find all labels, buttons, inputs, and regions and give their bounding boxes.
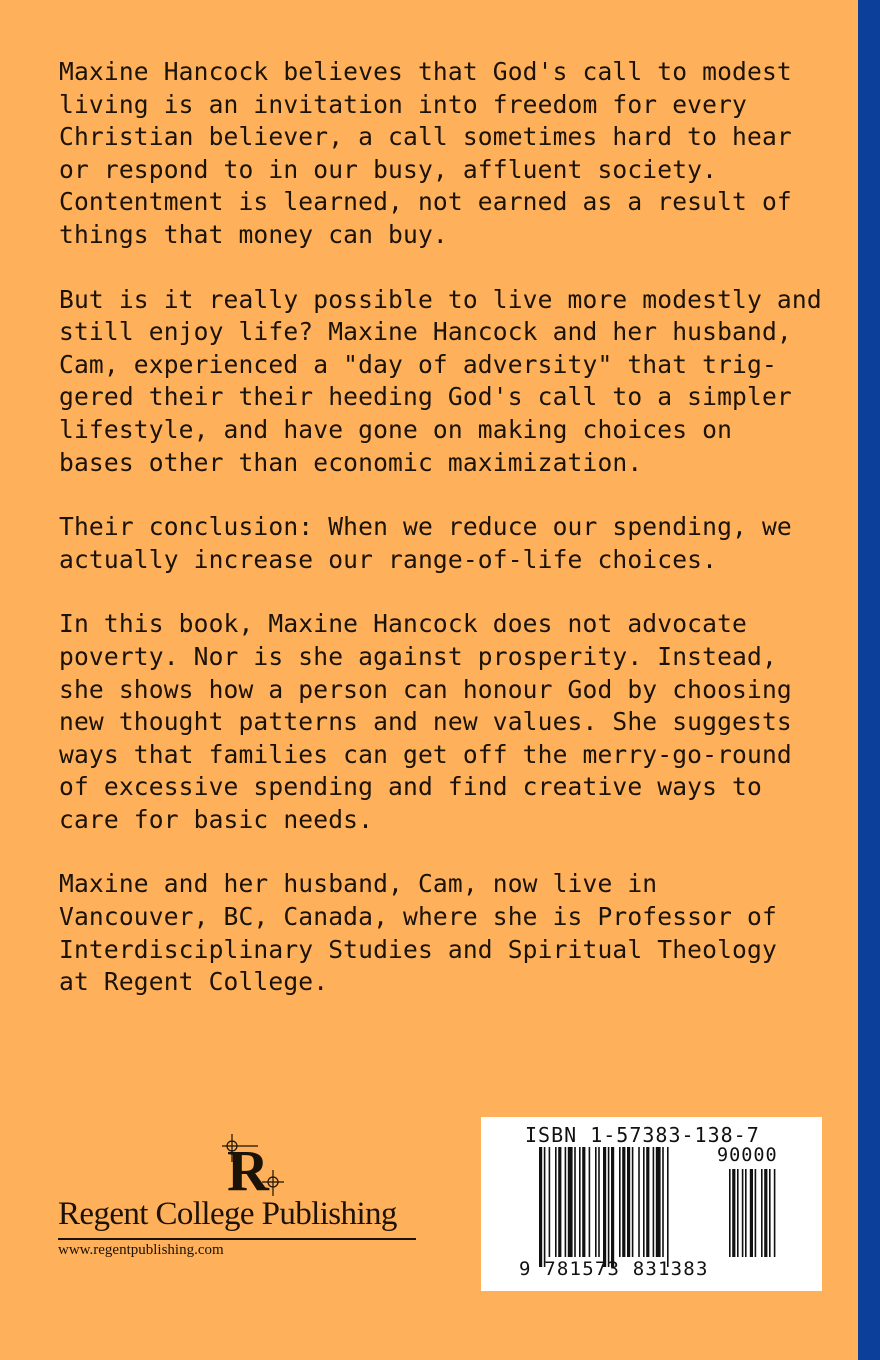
blurb-line: Maxine and her husband, Cam, now live in [59, 869, 658, 899]
barcode-bar [656, 1147, 661, 1257]
blurb-line: at Regent College. [59, 967, 329, 997]
back-cover-blurb [59, 56, 822, 1031]
publisher-divider [58, 1238, 416, 1240]
barcode-bar [619, 1147, 621, 1257]
barcode-bar [745, 1169, 747, 1257]
barcode-bar [568, 1147, 573, 1257]
blurb-line: Cam, experienced a "day of adversity" that trig- [59, 349, 777, 379]
barcode-bar [582, 1147, 585, 1257]
blurb-line: she shows how a person can honour God by choosing [59, 674, 792, 704]
blurb-line: still enjoy life? Maxine Hancock and her husband, [59, 317, 792, 347]
barcode-bar [769, 1169, 771, 1257]
blurb-line: Maxine Hancock believes that God's call to modest [59, 57, 792, 86]
isbn-label: ISBN 1-57383-138-7 [525, 1123, 760, 1147]
blurb-line: poverty. Nor is she against prosperity. Instead, [59, 641, 777, 671]
barcode-bar [627, 1147, 630, 1257]
barcode-bar [622, 1147, 625, 1257]
blurb-line: Contentment is learned, not earned as a result of [59, 187, 792, 217]
blurb-line: Christian believer, a call sometimes hard to hear [59, 122, 792, 152]
barcode-bar [742, 1169, 744, 1257]
logo-letter: R [227, 1138, 269, 1200]
barcode-bar [539, 1147, 542, 1267]
blurb-paragraph [59, 56, 819, 252]
blurb-line: Vancouver, BC, Canada, where she is Professor of [59, 902, 777, 932]
blurb-line: actually increase our range-of-life choices. [59, 544, 718, 574]
blurb-line: new thought patterns and new values. She suggests [59, 707, 792, 737]
blurb-line: living is an invitation into freedom for every [59, 89, 748, 119]
barcode-bar [737, 1169, 739, 1257]
price-code: 90000 [717, 1145, 778, 1166]
barcode-bar [750, 1169, 753, 1257]
blurb-line: Interdisciplinary Studies and Spiritual Theology [59, 934, 777, 964]
barcode-bar [574, 1147, 576, 1257]
barcode-bar [595, 1147, 597, 1257]
blurb-line: gered their their heeding God's call to a simpler [59, 382, 792, 412]
blurb-line: lifestyle, and have gone on making choices on [59, 414, 733, 444]
blurb-line: Their conclusion: When we reduce our spending, we [59, 512, 792, 542]
blurb-paragraph [59, 868, 819, 998]
barcode-bar [558, 1147, 561, 1257]
blurb-line: ways that families can get off the merry-go-round [59, 739, 792, 769]
blurb-line: In this book, Maxine Hancock does not advocate [59, 609, 748, 639]
barcode-bar [732, 1169, 735, 1257]
barcode-bar [555, 1147, 557, 1257]
isbn-barcode-panel [481, 1117, 822, 1291]
blurb-line: But is it really possible to live more modestly and [59, 284, 822, 314]
blurb-line: or respond to in our busy, affluent society. [59, 154, 718, 184]
barcode-bar [565, 1147, 567, 1257]
crosshair-r-logo-icon [218, 1132, 286, 1200]
blurb-line: of excessive spending and find creative ways to [59, 772, 762, 802]
barcode-bar [764, 1169, 767, 1257]
blurb-paragraph [59, 284, 822, 480]
publisher-name: Regent College Publishing [58, 1196, 397, 1232]
barcode-bar [603, 1147, 606, 1267]
blurb-paragraph [59, 511, 819, 576]
barcode-bar [579, 1147, 581, 1257]
spine-edge [858, 0, 880, 1360]
barcode-bar [646, 1147, 649, 1257]
barcode-bar [549, 1147, 551, 1257]
barcode-bar [774, 1169, 776, 1257]
barcode-bar [544, 1147, 546, 1267]
barcode-bar [729, 1169, 731, 1257]
blurb-line: things that money can buy. [59, 219, 448, 249]
barcode-bar [632, 1147, 634, 1257]
barcode-bar [653, 1147, 655, 1257]
barcode-bar [755, 1169, 757, 1257]
blurb-line: care for basic needs. [59, 804, 374, 834]
barcode-bar [667, 1147, 669, 1267]
barcode-bar [598, 1147, 600, 1257]
barcode-bar [611, 1147, 614, 1267]
barcode-bar [638, 1147, 640, 1257]
barcode-bar [608, 1147, 610, 1267]
publisher-url: www.regentpublishing.com [58, 1242, 224, 1258]
blurb-line: bases other than economic maximization. [59, 447, 643, 477]
blurb-paragraph [59, 608, 819, 836]
barcode-bar [662, 1147, 664, 1257]
ean-digits: 9 781573 831383 [519, 1258, 709, 1280]
barcode-bar [643, 1147, 645, 1257]
barcode-bar [761, 1169, 763, 1257]
barcode-bar [589, 1147, 591, 1257]
